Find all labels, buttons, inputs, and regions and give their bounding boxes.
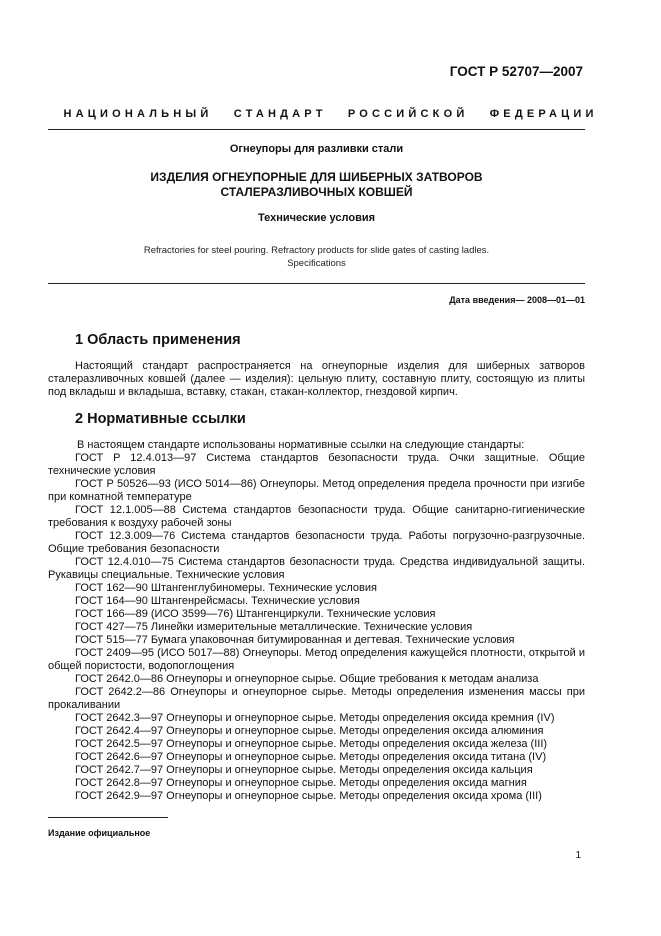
reference-item: ГОСТ 2642.3—97 Огнеупоры и огнеупорное сырье. Методы определения оксида кремния (IV)	[75, 712, 555, 724]
reference-item: ГОСТ 2642.6—97 Огнеупоры и огнеупорное сырье. Методы определения оксида титана (IV)	[75, 751, 547, 763]
english-title-line-1: Refractories for steel pouring. Refractory products for slide gates of casting ladles.	[143, 245, 490, 256]
reference-item: ГОСТ 2642.4—97 Огнеупоры и огнеупорное сырье. Методы определения оксида алюминия	[75, 725, 544, 737]
reference-item: ГОСТ Р 12.4.013—97 Система стандартов безопасности труда. Очки защитные. Общие технические условия	[48, 452, 585, 477]
reference-item: ГОСТ 2642.9—97 Огнеупоры и огнеупорное сырье. Методы определения оксида хрома (III)	[75, 790, 542, 802]
section-2-intro: В настоящем стандарте использованы нормативные ссылки на следующие стандарты:	[77, 439, 525, 451]
reference-item: ГОСТ 162—90 Штангенглубиномеры. Технические условия	[75, 582, 377, 594]
section-1-text: Настоящий стандарт распространяется на огнеупорные изделия для шиберных затворов сталеразливочных ковшей (далее — изделия): цельную плиту, составную плиту, состоящую из плиты под вкладыш и вкладыша, вставку, стакан, стакан-коллектор, гнездовой кирпич.	[48, 360, 585, 398]
edition-label: Издание официальное	[48, 828, 151, 838]
reference-item: ГОСТ 12.3.009—76 Система стандартов безопасности труда. Работы погрузочно-разгрузочные. Общие требования безопасности	[48, 530, 585, 555]
reference-item: ГОСТ 2642.2—86 Огнеупоры и огнеупорное сырье. Методы определения изменения массы при прокаливании	[48, 686, 585, 711]
reference-item: ГОСТ 2642.5—97 Огнеупоры и огнеупорное сырье. Методы определения оксида железа (III)	[75, 738, 548, 750]
introduction-date: Дата введения— 2008—01—01	[449, 295, 585, 305]
section-1-heading: 1 Область применения	[75, 332, 241, 348]
reference-item: ГОСТ 12.4.010—75 Система стандартов безопасности труда. Средства индивидуальной защиты. Рукавицы специальные. Технические условия	[48, 556, 585, 581]
reference-item: ГОСТ 166—89 (ИСО 3599—76) Штангенциркули. Технические условия	[75, 608, 436, 620]
top-divider	[48, 129, 585, 130]
reference-item: ГОСТ 515—77 Бумага упаковочная битумированная и дегтевая. Технические условия	[75, 634, 515, 646]
reference-item: ГОСТ 2642.0—86 Огнеупоры и огнеупорное сырье. Общие требования к методам анализа	[75, 673, 539, 685]
title-divider	[48, 283, 585, 284]
specification-type: Технические условия	[257, 212, 376, 224]
main-title-line-1: ИЗДЕЛИЯ ОГНЕУПОРНЫЕ ДЛЯ ШИБЕРНЫХ ЗАТВОРОВ	[150, 170, 483, 184]
english-title-line-2: Specifications	[287, 258, 346, 269]
english-title	[48, 244, 585, 270]
reference-item: ГОСТ Р 50526—93 (ИСО 5014—86) Огнеупоры. Метод определения предела прочности при изгибе при комнатной температуре	[48, 478, 585, 503]
document-number: ГОСТ Р 52707—2007	[449, 64, 583, 79]
main-title	[48, 170, 585, 200]
main-title-line-2: СТАЛЕРАЗЛИВОЧНЫХ КОВШЕЙ	[220, 185, 413, 199]
subject-line: Огнеупоры для разливки стали	[229, 143, 404, 155]
page-number: 1	[575, 850, 581, 861]
reference-item: ГОСТ 427—75 Линейки измерительные металлические. Технические условия	[75, 621, 473, 633]
section-2-heading: 2 Нормативные ссылки	[75, 411, 246, 427]
reference-item: ГОСТ 12.1.005—88 Система стандартов безопасности труда. Общие санитарно-гигиенические требования к воздуху рабочей зоны	[48, 504, 585, 529]
footer-divider	[48, 817, 168, 818]
national-standard-title: НАЦИОНАЛЬНЫЙ СТАНДАРТ РОССИЙСКОЙ ФЕДЕРАЦИИ	[63, 108, 598, 120]
reference-item: ГОСТ 164—90 Штангенрейсмасы. Технические условия	[75, 595, 360, 607]
reference-item: ГОСТ 2642.8—97 Огнеупоры и огнеупорное сырье. Методы определения оксида магния	[75, 777, 527, 789]
reference-item: ГОСТ 2409—95 (ИСО 5017—88) Огнеупоры. Метод определения кажущейся плотности, открытой и общей пористости, водопоглощения	[48, 647, 585, 672]
reference-item: ГОСТ 2642.7—97 Огнеупоры и огнеупорное сырье. Методы определения оксида кальция	[75, 764, 533, 776]
